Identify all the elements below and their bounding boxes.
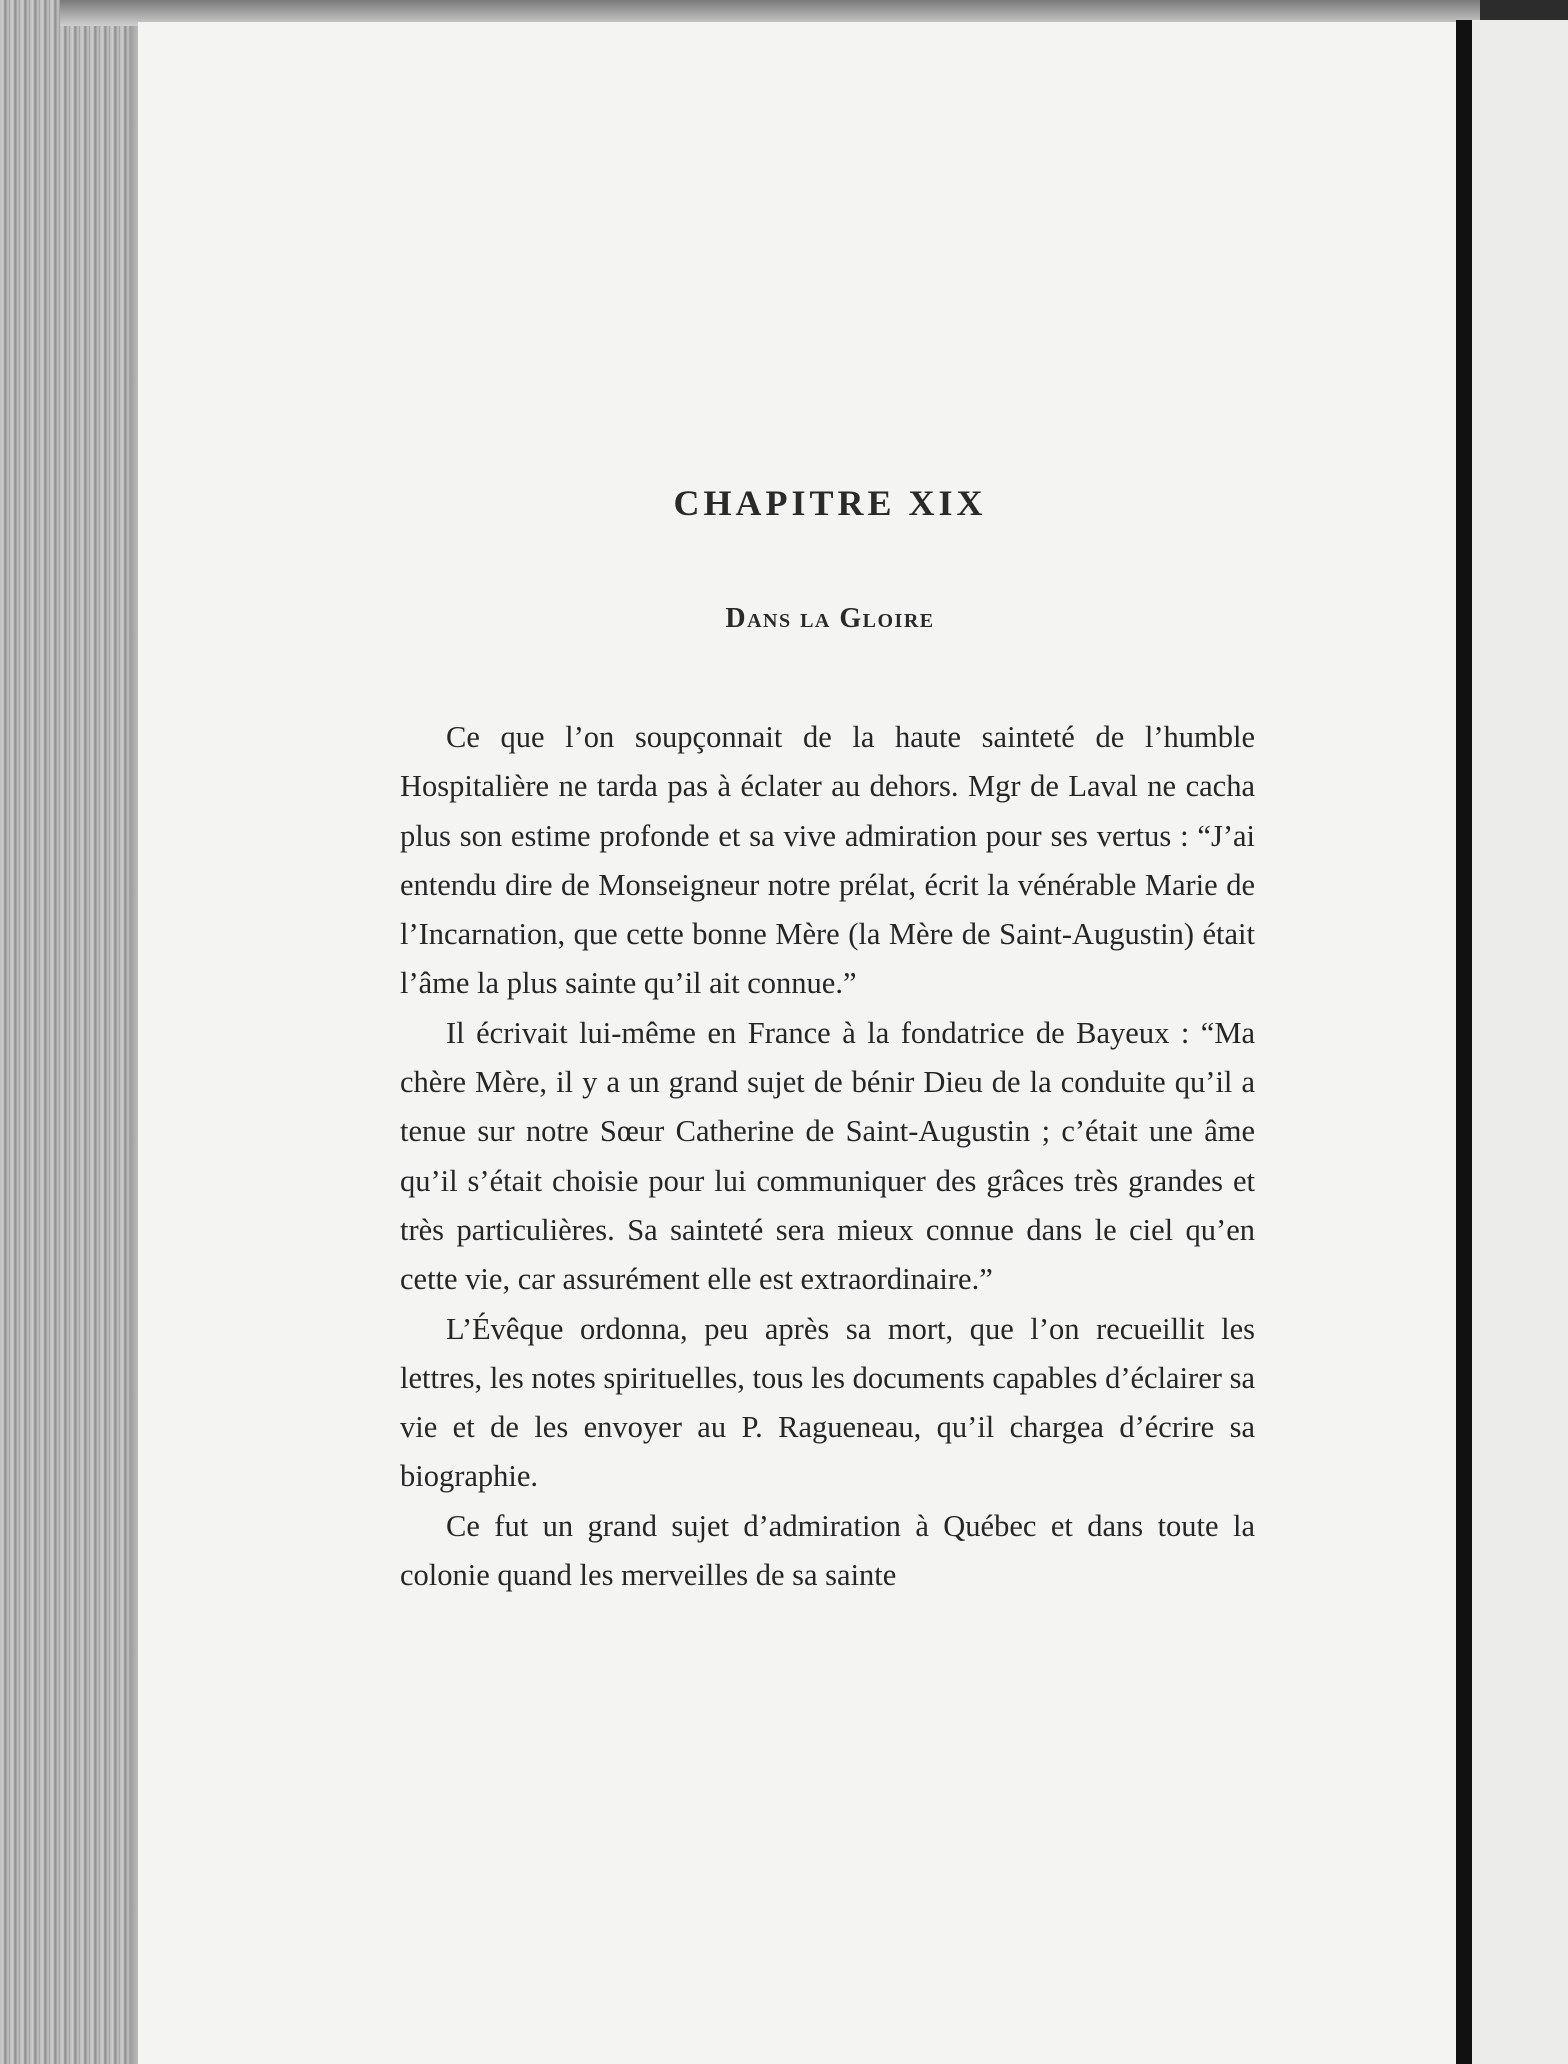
paragraph: Il écrivait lui-même en France à la fondatrice de Bayeux : “Ma chère Mère, il y a un grand sujet de bénir Dieu de la conduite qu’il a tenue sur notre Sœur Catherine de Saint-Augustin ; c’était une âme qu’il s’était choisie pour lui communiquer des grâces très grandes et très particulières. Sa sainteté sera mieux connue dans le ciel qu’en cette vie, car assurément elle est extraordinaire.” (400, 1015, 1255, 1297)
book-gutter (1456, 20, 1472, 2064)
chapter-title: CHAPITRE XIX (673, 483, 987, 523)
paragraph: Ce fut un grand sujet d’admiration à Québec et dans toute la colonie quand les merveilles de sa sainte (400, 1508, 1255, 1593)
facing-page-edge (1472, 20, 1568, 2064)
body-text (400, 713, 1255, 1600)
paragraph: Ce que l’on soupçonnait de la haute sainteté de l’humble Hospitalière ne tarda pas à éclater au dehors. Mgr de Laval ne cacha plus son estime profonde et sa vive admiration pour ses vertus : “J’ai entendu dire de Monseigneur notre prélat, écrit la vénérable Marie de l’Incarnation, que cette bonne Mère (la Mère de Saint-Augustin) était l’âme la plus sainte qu’il ait connue.” (400, 720, 1255, 1001)
book-page-stack (0, 0, 150, 2064)
paragraph: L’Évêque ordonna, peu après sa mort, que l’on recueillit les lettres, les notes spirituelles, tous les documents capables d’éclairer sa vie et de les envoyer au P. Ragueneau, qu’il chargea d’écrire sa biographie. (400, 1311, 1255, 1494)
chapter-subtitle: Dans la Gloire (725, 603, 935, 634)
